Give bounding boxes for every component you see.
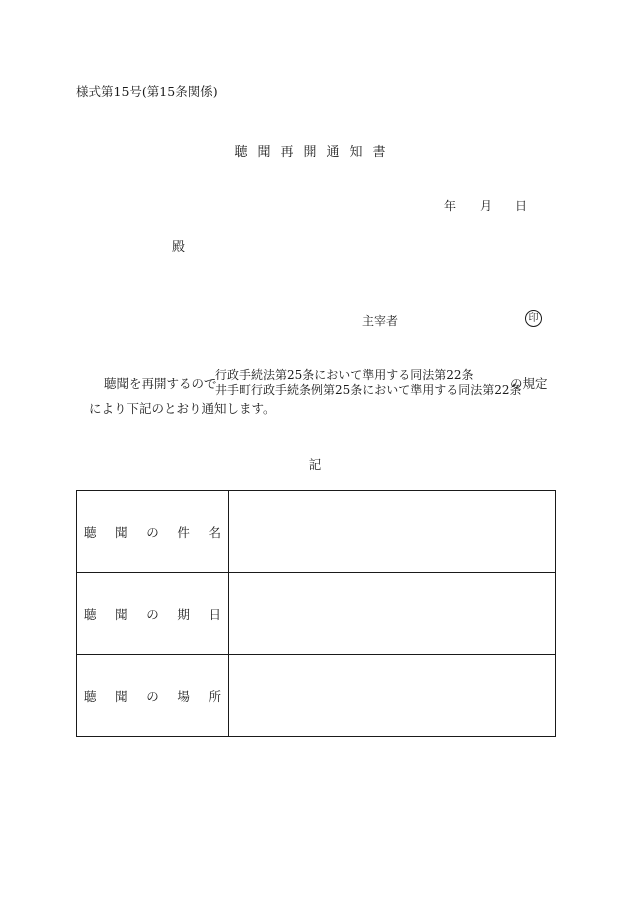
ki-heading: 記 [308,457,322,472]
body-lead-text: 聴聞を再開するので [104,376,217,391]
date-month-label: 月 [480,199,493,213]
document-title: 聴聞再開通知書 [234,145,396,160]
law-option-administrative-procedure-act: 行政手続法第25条において準用する同法第22条 [215,368,474,382]
form-number: 様式第15号(第15条関係) [76,84,218,99]
table-row [77,491,556,573]
table-row [77,573,556,655]
date-day-label: 日 [515,199,528,213]
addressee-honorific: 殿 [172,240,186,255]
row-label-place: 聴聞の場所 [77,655,229,737]
row-value-subject [229,491,556,573]
row-label-date: 聴聞の期日 [77,573,229,655]
table-row [77,655,556,737]
row-value-place [229,655,556,737]
row-value-date [229,573,556,655]
law-option-town-ordinance: 井手町行政手続条例第25条において準用する同法第22条 [215,383,522,397]
body-tail-text: の規定 [510,376,548,391]
row-label-subject: 聴聞の件名 [77,491,229,573]
hearing-details-table [76,490,556,737]
body-second-line: により下記のとおり通知します。 [89,401,276,416]
presider-label: 主宰者 [362,314,399,328]
seal-mark: 印 [525,310,542,327]
date-year-label: 年 [444,199,457,213]
